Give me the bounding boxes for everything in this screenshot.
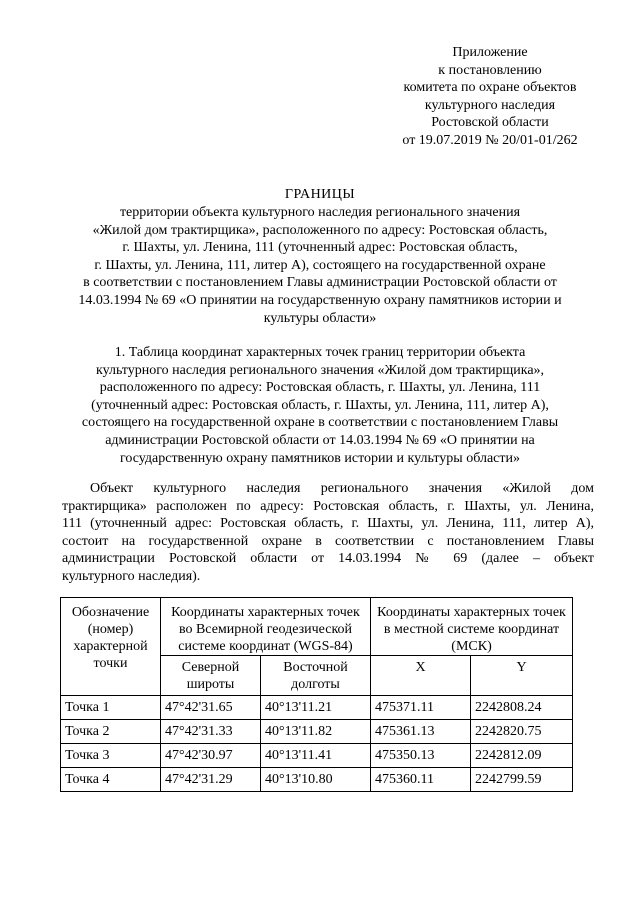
paragraph-line: состоит на государственной охране в соответствии с постановлением Главы xyxy=(62,533,594,549)
appendix-block xyxy=(380,44,600,150)
header-x: X xyxy=(371,656,471,696)
section-line: (уточненный адрес: Ростовская область, г. Шахты, ул. Ленина, 111, литер А), xyxy=(91,397,549,413)
y-value: 2242820.75 xyxy=(471,720,573,744)
table-row xyxy=(61,720,573,744)
coordinates-table xyxy=(60,597,573,792)
subtitle-line: 14.03.1994 № 69 «О принятии на государственную охрану памятников истории и xyxy=(78,292,562,308)
x-value: 475350.13 xyxy=(371,744,471,768)
paragraph-line: администрации Ростовской области от 14.03.1994 № 69 (далее – объект xyxy=(62,551,594,567)
table-row xyxy=(61,744,573,768)
x-value: 475361.13 xyxy=(371,720,471,744)
x-value: 475360.11 xyxy=(371,768,471,792)
section-line: культурного наследия регионального значения «Жилой дом трактирщика», xyxy=(95,362,545,378)
appendix-line: к постановлению xyxy=(438,62,542,78)
east-value: 40°13'11.41 xyxy=(261,744,371,768)
document-title: ГРАНИЦЫ xyxy=(284,187,356,202)
appendix-line: Приложение xyxy=(452,45,528,60)
section-heading xyxy=(40,344,600,467)
y-value: 2242808.24 xyxy=(471,696,573,720)
subtitle-line: «Жилой дом трактирщика», расположенного по адресу: Ростовская область, xyxy=(92,222,548,238)
header-wgs84: Координаты характерных точек во Всемирной геодезической системе координат (WGS-84) xyxy=(161,598,371,656)
north-value: 47°42'31.65 xyxy=(161,696,261,720)
east-value: 40°13'11.21 xyxy=(261,696,371,720)
subtitle-line: г. Шахты, ул. Ленина, 111, литер А), состоящего на государственной охране xyxy=(94,257,546,273)
document-subtitle xyxy=(40,204,600,327)
point-name: Точка 1 xyxy=(61,696,161,720)
north-value: 47°42'31.33 xyxy=(161,720,261,744)
paragraph-line: культурного наследия). xyxy=(62,568,201,584)
header-msk: Координаты характерных точек в местной системе координат (МСК) xyxy=(371,598,573,656)
header-east-longitude: Восточной долготы xyxy=(261,656,371,696)
north-value: 47°42'30.97 xyxy=(161,744,261,768)
appendix-line: от 19.07.2019 № 20/01-01/262 xyxy=(402,132,578,148)
point-name: Точка 3 xyxy=(61,744,161,768)
table-row xyxy=(61,696,573,720)
appendix-line: комитета по охране объектов xyxy=(403,80,577,96)
east-value: 40°13'10.80 xyxy=(261,768,371,792)
header-y: Y xyxy=(471,656,573,696)
header-north-latitude: Северной широты xyxy=(161,656,261,696)
header-designation: Обозначение (номер) характерной точки xyxy=(61,598,161,696)
east-value: 40°13'11.82 xyxy=(261,720,371,744)
section-line: государственную охрану памятников истории и культуры области» xyxy=(120,450,520,466)
object-description-paragraph xyxy=(62,480,594,586)
appendix-line: Ростовской области xyxy=(431,115,549,131)
subtitle-line: в соответствии с постановлением Главы администрации Ростовской области от xyxy=(83,275,557,291)
paragraph-line: 111 (уточненный адрес: Ростовская область, г. Шахты, ул. Ленина, 111, литер А), xyxy=(62,516,594,532)
paragraph-line: Объект культурного наследия регионального значения «Жилой дом xyxy=(90,481,594,496)
subtitle-line: территории объекта культурного наследия регионального значения xyxy=(119,205,521,220)
subtitle-line: культуры области» xyxy=(263,310,377,326)
section-line: расположенного по адресу: Ростовская область, г. Шахты, ул. Ленина, 111 xyxy=(99,380,541,396)
table-row xyxy=(61,768,573,792)
appendix-line: культурного наследия xyxy=(424,97,556,113)
table-header-row xyxy=(61,598,573,656)
north-value: 47°42'31.29 xyxy=(161,768,261,792)
section-line: состоящего на государственной охране в соответствии с постановлением Главы xyxy=(81,415,559,431)
section-line: администрации Ростовской области от 14.03.1994 № 69 «О принятии на xyxy=(105,432,535,448)
y-value: 2242799.59 xyxy=(471,768,573,792)
y-value: 2242812.09 xyxy=(471,744,573,768)
point-name: Точка 2 xyxy=(61,720,161,744)
x-value: 475371.11 xyxy=(371,696,471,720)
subtitle-line: г. Шахты, ул. Ленина, 111 (уточненный адрес: Ростовская область, xyxy=(122,240,518,256)
point-name: Точка 4 xyxy=(61,768,161,792)
section-line: 1. Таблица координат характерных точек границ территории объекта xyxy=(114,345,526,360)
paragraph-line: трактирщика» расположен по адресу: Ростовская область, г. Шахты, ул. Ленина, xyxy=(62,498,594,514)
